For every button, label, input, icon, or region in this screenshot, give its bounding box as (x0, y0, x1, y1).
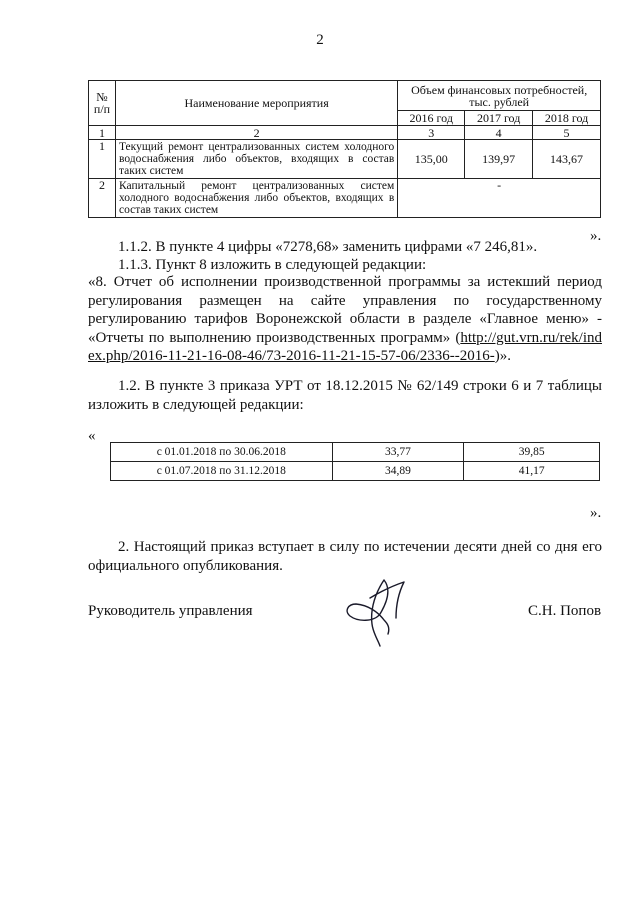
table-row (111, 462, 600, 481)
period-cell: с 01.01.2018 по 30.06.2018 (111, 443, 333, 462)
signatory-title: Руководитель управления (88, 603, 253, 619)
header-volume: Объем финансовых потребностей, тыс. рублей (398, 81, 601, 111)
paragraph-1-1-2: 1.1.2. В пункте 4 цифры «7278,68» заменить цифрами «7 246,81». (118, 239, 538, 255)
table-row (89, 179, 601, 218)
row-num: 1 (89, 140, 116, 179)
index-cell: 4 (465, 126, 533, 140)
paragraph-8-text: «8. Отчет об исполнении производственной программы за истекший период регулирования размещен на сайте управления по государственному регулированию тарифов Воронежской области в разделе «Главное меню» - «Отчеты по выполнению производственных программ» ( (88, 274, 602, 346)
row-value-2017: 139,97 (465, 140, 533, 179)
table-row (89, 140, 601, 179)
row-value-2018: 143,67 (533, 140, 601, 179)
header-name: Наименование мероприятия (115, 81, 397, 126)
value-cell: 39,85 (464, 443, 600, 462)
opening-quote: « (88, 428, 96, 444)
header-year-2017: 2017 год (465, 111, 533, 126)
value-cell: 34,89 (332, 462, 464, 481)
closing-quote: ». (590, 228, 602, 244)
index-cell: 1 (89, 126, 116, 140)
closing-quote: ». (590, 505, 602, 521)
table-row (111, 443, 600, 462)
value-cell: 33,77 (332, 443, 464, 462)
signatory-name: С.Н. Попов (528, 603, 602, 619)
header-num: № п/п (89, 81, 116, 126)
row-name: Текущий ремонт централизованных систем холодного водоснабжения либо объектов, входящих в состав таких систем (115, 140, 397, 179)
paragraph-1-2: 1.2. В пункте 3 приказа УРТ от 18.12.2015 № 62/149 строки 6 и 7 таблицы изложить в следующей редакции: (88, 378, 602, 413)
row-merged-value: - (398, 179, 601, 218)
index-row (89, 126, 601, 140)
paragraph-8 (88, 273, 602, 366)
periods-table (110, 442, 600, 481)
report-link[interactable]: http://gut.vrn.ru/rek/index.php/2016-11-21-16-08-46/73-2016-11-21-15-57-06/2336--2016- (88, 329, 602, 364)
index-cell: 3 (398, 126, 465, 140)
paragraph-1-1-3: 1.1.3. Пункт 8 изложить в следующей редакции: (118, 257, 427, 273)
measures-table (88, 80, 601, 218)
page-number: 2 (316, 32, 324, 48)
paragraph-8-end: )». (494, 348, 511, 364)
row-name: Капитальный ремонт централизованных систем холодного водоснабжения либо объектов, входящих в состав таких систем (115, 179, 397, 218)
paragraph-2: 2. Настоящий приказ вступает в силу по истечении десяти дней со дня его официального опубликования. (88, 539, 602, 574)
period-cell: с 01.07.2018 по 31.12.2018 (111, 462, 333, 481)
index-cell: 5 (533, 126, 601, 140)
handwritten-signature (340, 578, 420, 648)
row-num: 2 (89, 179, 116, 218)
header-year-2016: 2016 год (398, 111, 465, 126)
header-year-2018: 2018 год (533, 111, 601, 126)
row-value-2016: 135,00 (398, 140, 465, 179)
value-cell: 41,17 (464, 462, 600, 481)
index-cell: 2 (115, 126, 397, 140)
